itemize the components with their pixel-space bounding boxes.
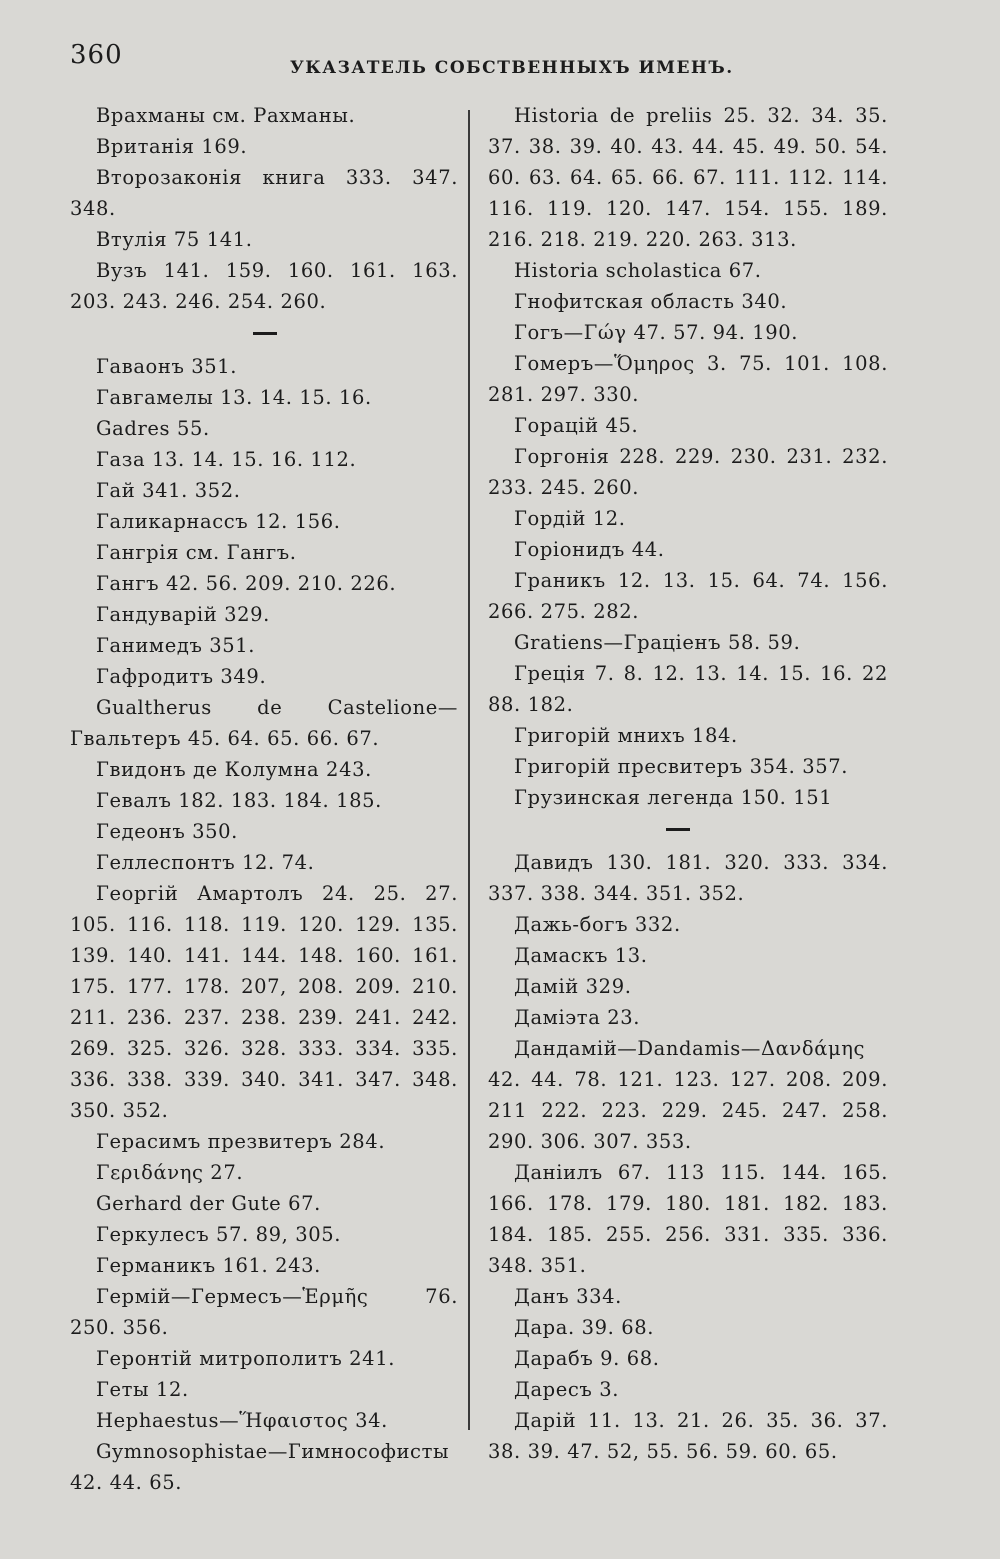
index-entry: Горіонидъ 44.	[514, 538, 665, 561]
index-entry: Горацій 45.	[514, 414, 639, 437]
index-entry: Давидъ 130. 181. 320. 333. 334. 337. 338. 344. 351. 352.	[488, 851, 888, 905]
index-entry: Греція 7. 8. 12. 13. 14. 15. 16. 22 88. 182.	[488, 662, 888, 716]
index-entry: Дамій 329.	[514, 975, 632, 998]
index-entry: Вузъ 141. 159. 160. 161. 163. 203. 243. 246. 254. 260.	[70, 259, 458, 313]
page-number: 360	[70, 40, 123, 70]
index-entry: Historia de preliis 25. 32. 34. 35. 37. 38. 39. 40. 43. 44. 45. 49. 50. 54. 60. 63. 64. 65. 66. 67. 111. 112. 114. 116. 119. 120. 147. 154. 155. 189. 216. 218. 219. 220. 263. 313.	[488, 104, 888, 251]
index-entry: Григорій мнихъ 184.	[514, 724, 738, 747]
index-entry: Ганимедъ 351.	[96, 634, 256, 657]
right-entries-group1	[488, 100, 888, 813]
index-entry: Дарабъ 9. 68.	[514, 1347, 660, 1370]
index-entry: Геллеспонтъ 12. 74.	[96, 851, 315, 874]
index-entry: Дамаскъ 13.	[514, 944, 648, 967]
column-divider	[468, 110, 470, 1430]
index-entry: Граникъ 12. 13. 15. 64. 74. 156. 266. 275. 282.	[488, 569, 888, 623]
running-head: УКАЗАТЕЛЬ СОБСТВЕННЫХЪ ИМЕНЪ.	[290, 58, 734, 78]
index-entry: Gualtherus de Castelione—Гвальтеръ 45. 64. 65. 66. 67.	[70, 696, 458, 750]
index-entry: Gerhard der Gute 67.	[96, 1192, 321, 1215]
right-column	[488, 100, 888, 1467]
index-entry: Гафродитъ 349.	[96, 665, 267, 688]
index-entry: Гай 341. 352.	[96, 479, 241, 502]
left-entries-group2	[70, 351, 458, 1498]
index-entry: Второзаконія книга 333. 347. 348.	[70, 166, 458, 220]
index-entry: Георгій Амартолъ 24. 25. 27. 105. 116. 118. 119. 120. 129. 135. 139. 140. 141. 144. 148. 160. 161. 175. 177. 178. 207, 208. 209. 210. 211. 236. 237. 238. 239. 241. 242. 269. 325. 326. 328. 333. 334. 335. 336. 338. 339. 340. 341. 347. 348. 350. 352.	[70, 882, 458, 1122]
index-entry: Дара. 39. 68.	[514, 1316, 655, 1339]
index-entry: Дандамій—Dandamis—Δανδάμης 42. 44. 78. 121. 123. 127. 208. 209. 211 222. 223. 229. 245. 247. 258. 290. 306. 307. 353.	[488, 1037, 888, 1153]
index-entry: Геты 12.	[96, 1378, 189, 1401]
index-entry: Геронтій митрополитъ 241.	[96, 1347, 395, 1370]
index-entry: Γεριδάνης 27.	[96, 1161, 244, 1184]
index-entry: Гангрія см. Гангъ.	[96, 541, 297, 564]
index-entry: Гаваонъ 351.	[96, 355, 238, 378]
index-entry: Гангъ 42. 56. 209. 210. 226.	[96, 572, 397, 595]
index-entry: Hephaestus—Ἥφαιστος 34.	[96, 1409, 388, 1432]
index-entry: Гомеръ—Ὅμηρος 3. 75. 101. 108. 281. 297. 330.	[488, 352, 888, 406]
index-entry: Григорій пресвитеръ 354. 357.	[514, 755, 849, 778]
index-entry: Гнофитская область 340.	[514, 290, 788, 313]
index-entry: Газа 13. 14. 15. 16. 112.	[96, 448, 357, 471]
right-entries-group2	[488, 847, 888, 1467]
index-entry: Германикъ 161. 243.	[96, 1254, 321, 1277]
index-entry: Гогъ—Γώγ 47. 57. 94. 190.	[514, 321, 799, 344]
index-entry: Гермій—Гермесъ—Ἑρμῆς 76. 250. 356.	[70, 1285, 458, 1339]
index-entry: Герасимъ презвитеръ 284.	[96, 1130, 386, 1153]
index-entry: Гедеонъ 350.	[96, 820, 238, 843]
index-entry: Даніилъ 67. 113 115. 144. 165. 166. 178. 179. 180. 181. 182. 183. 184. 185. 255. 256. 331. 335. 336. 348. 351.	[488, 1161, 888, 1277]
index-entry: Втулія 75 141.	[96, 228, 253, 251]
index-entry: Гавгамелы 13. 14. 15. 16.	[96, 386, 372, 409]
index-entry: Галикарнассъ 12. 156.	[96, 510, 341, 533]
index-entry: Даміэта 23.	[514, 1006, 641, 1029]
index-entry: Гордій 12.	[514, 507, 626, 530]
left-column	[70, 100, 458, 1498]
letter-separator	[666, 828, 690, 831]
letter-separator	[253, 332, 277, 335]
index-entry: Данъ 334.	[514, 1285, 622, 1308]
index-entry: Гандуварій 329.	[96, 603, 270, 626]
index-entry: Вританія 169.	[96, 135, 248, 158]
index-entry: Дажь-богъ 332.	[514, 913, 681, 936]
index-entry: Gratiens—Граціенъ 58. 59.	[514, 631, 801, 654]
index-entry: Даресъ 3.	[514, 1378, 620, 1401]
index-entry: Гвидонъ де Колумна 243.	[96, 758, 372, 781]
index-entry: Дарій 11. 13. 21. 26. 35. 36. 37. 38. 39. 47. 52, 55. 56. 59. 60. 65.	[488, 1409, 888, 1463]
index-entry: Врахманы см. Рахманы.	[96, 104, 356, 127]
index-entry: Historia scholastica 67.	[514, 259, 762, 282]
index-entry: Грузинская легенда 150. 151	[514, 786, 833, 809]
index-entry: Геркулесъ 57. 89, 305.	[96, 1223, 342, 1246]
index-entry: Гевалъ 182. 183. 184. 185.	[96, 789, 382, 812]
left-entries-group1	[70, 100, 458, 317]
index-entry: Горгонія 228. 229. 230. 231. 232. 233. 245. 260.	[488, 445, 888, 499]
index-entry: Gadres 55.	[96, 417, 210, 440]
index-entry: Gymnosophistae—Гимнософисты 42. 44. 65.	[70, 1440, 450, 1494]
